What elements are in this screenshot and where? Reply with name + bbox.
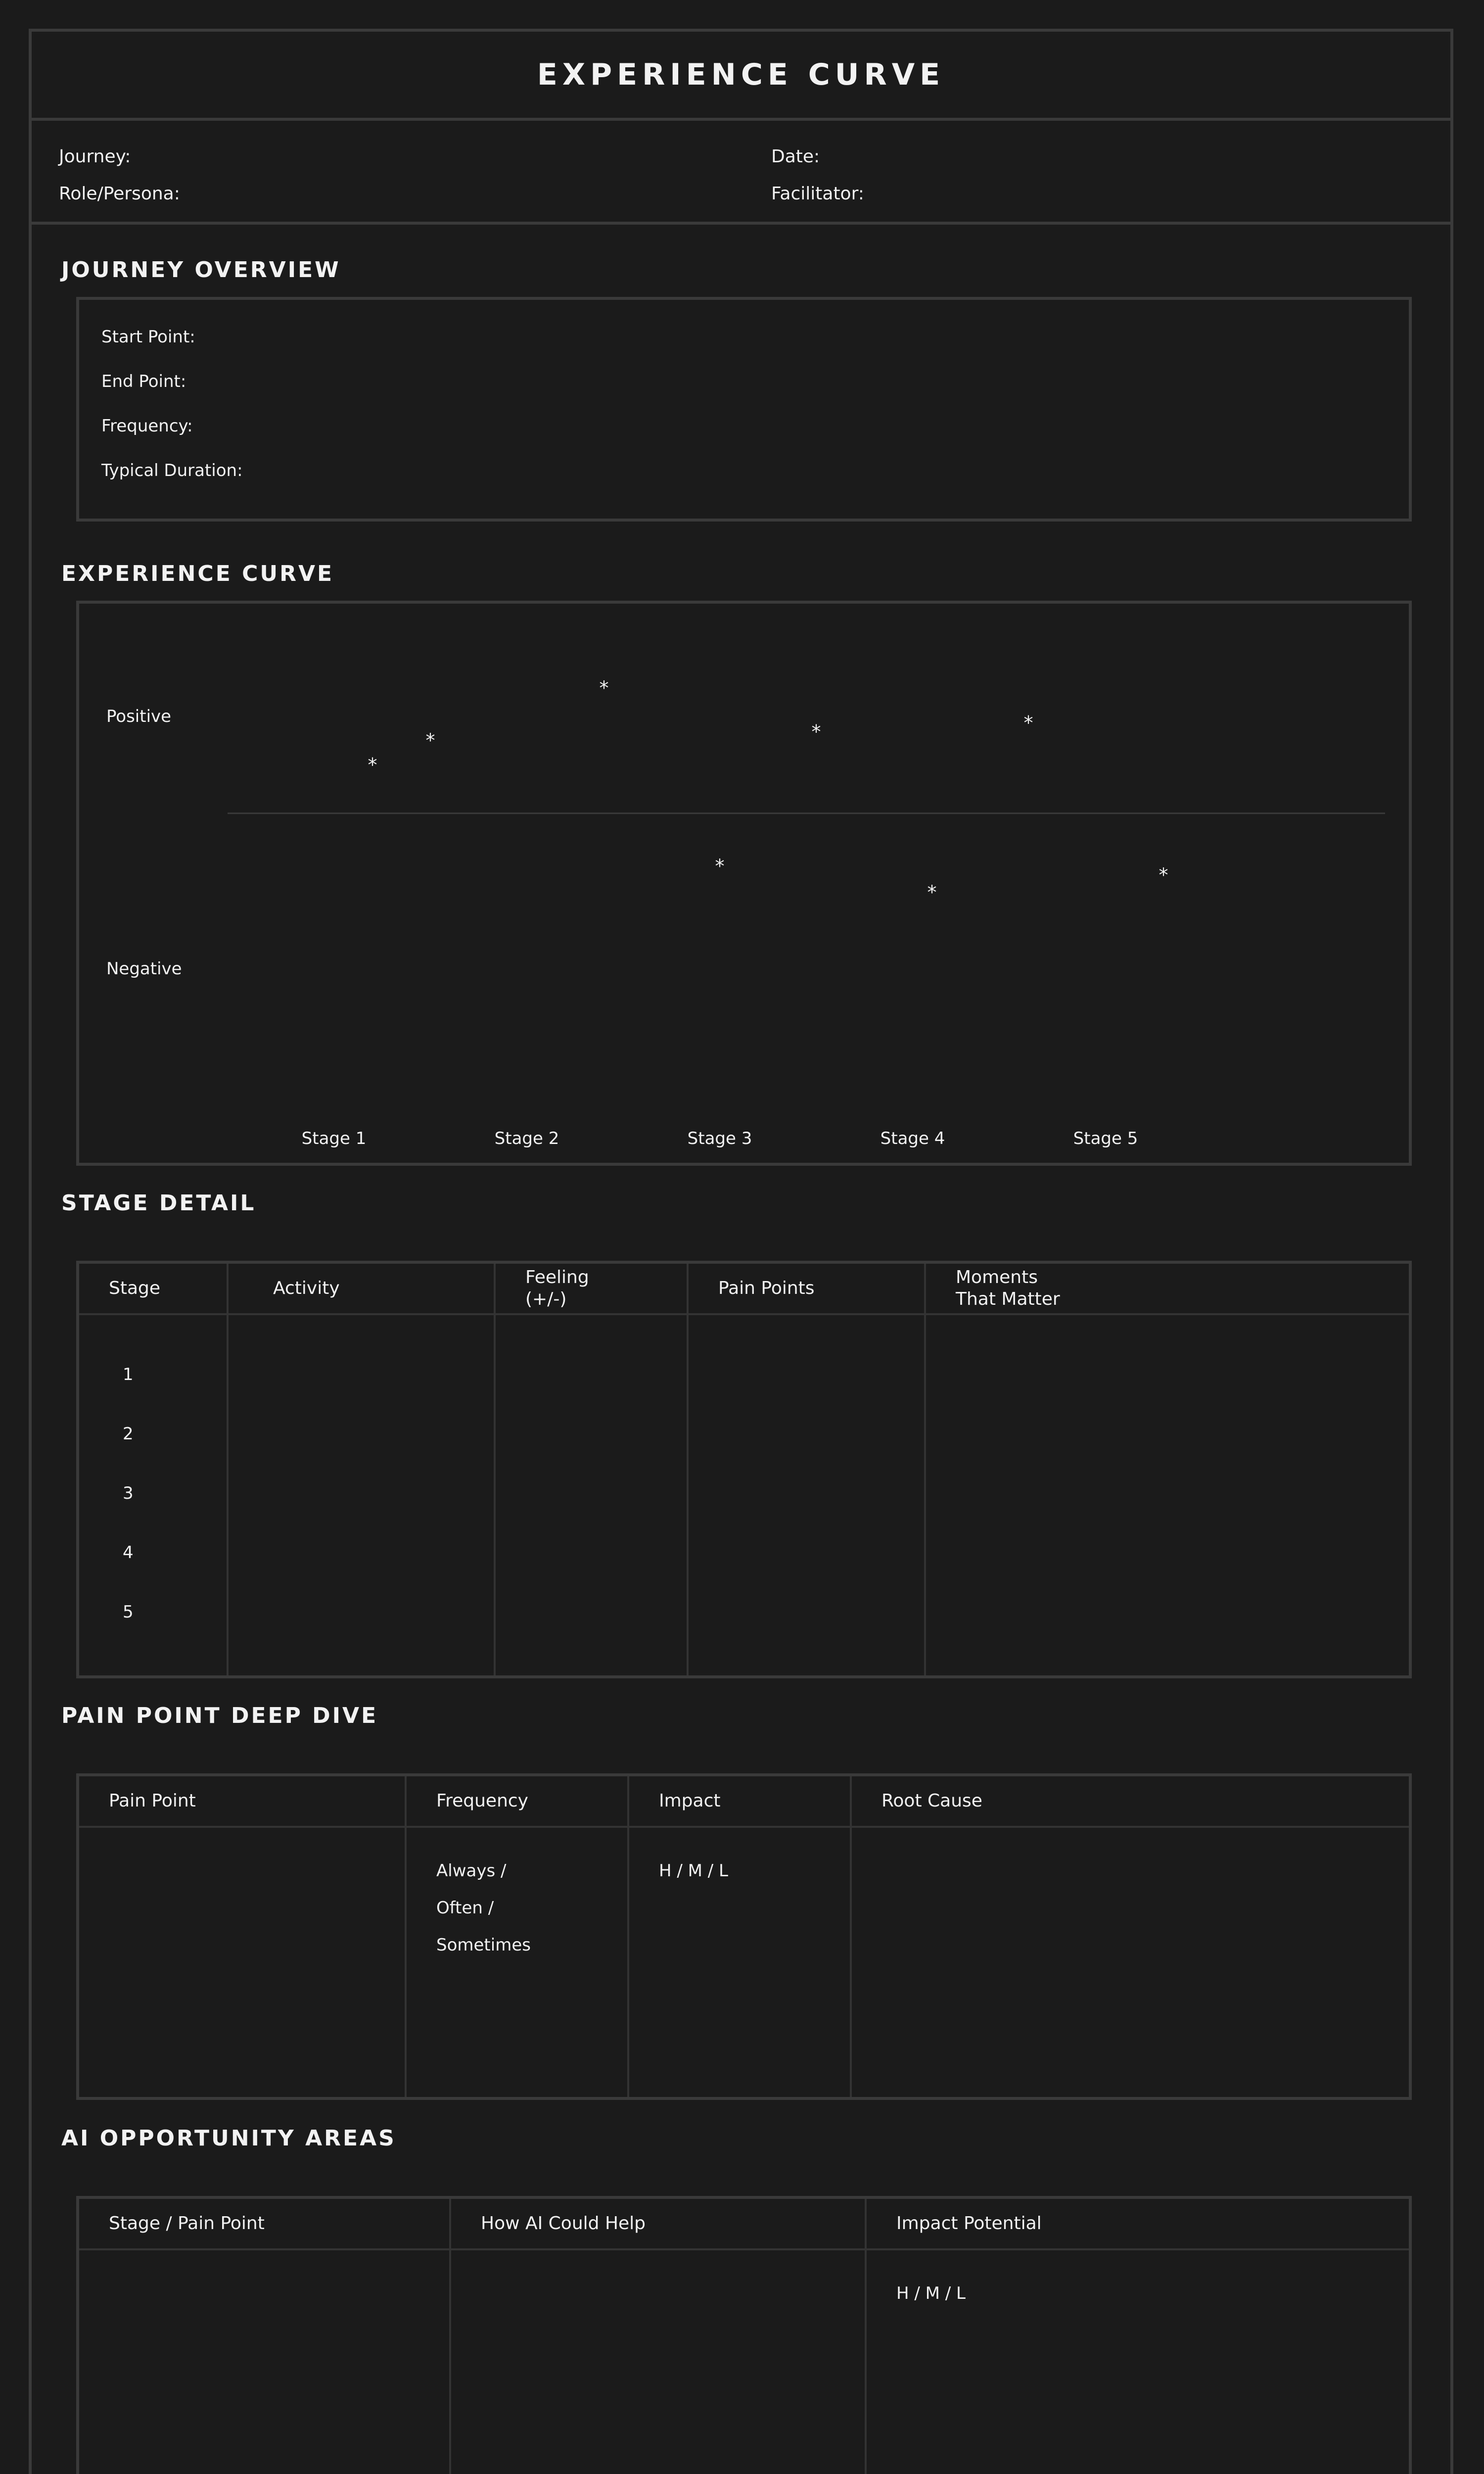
col-stage: Stage [79,1264,228,1314]
frequency-field: Frequency: [101,416,193,436]
activity-cell[interactable] [228,1314,495,1675]
positive-label: Positive [106,707,172,726]
root-cause-cell[interactable] [851,1827,1409,2097]
role-persona-field: Role/Persona: [59,184,180,204]
curve-point-5: * [811,720,821,743]
col-how-ai-could-help: How AI Could Help [450,2199,866,2249]
frequency-option-sometimes: Sometimes [436,1935,531,1955]
col-frequency: Frequency [406,1776,628,1827]
col-pain-point: Pain Point [79,1776,406,1827]
curve-point-1: * [368,754,377,776]
curve-point-7: * [1023,712,1033,734]
pain-points-cell[interactable] [688,1314,925,1675]
ai-opportunity-table [76,2196,1412,2474]
start-point-field: Start Point: [101,327,195,347]
stage-tick-label-1: Stage 1 [301,1129,367,1148]
curve-point-2: * [425,729,435,752]
col-activity: Activity [228,1264,495,1314]
feeling-cell[interactable] [495,1314,688,1675]
title-bar [32,32,1450,121]
end-point-field: End Point: [101,372,186,391]
col-impact-potential: Impact Potential [866,2199,1409,2249]
stage-tick-label-2: Stage 2 [494,1129,559,1148]
date-field: Date: [771,146,820,167]
stage-tick-label-3: Stage 3 [687,1129,752,1148]
worksheet-frame [29,29,1453,2474]
stage-detail-table [76,1261,1412,1678]
stage-row-2: 2 [123,1424,134,1444]
stage-detail-heading: STAGE DETAIL [61,1190,256,1216]
col-root-cause: Root Cause [851,1776,1409,1827]
col-moments-that-matter: Moments That Matter [925,1264,1409,1314]
ai-opportunity-heading: AI OPPORTUNITY AREAS [61,2126,396,2151]
moments-cell[interactable] [925,1314,1409,1675]
pain-point-table [76,1773,1412,2100]
pain-point-deep-dive-heading: PAIN POINT DEEP DIVE [61,1703,378,1728]
impact-cell[interactable] [628,1827,851,2097]
impact-potential-cell[interactable] [866,2249,1409,2474]
stage-tick-label-5: Stage 5 [1073,1129,1138,1148]
stage-row-5: 5 [123,1602,134,1622]
col-stage-pain-point: Stage / Pain Point [79,2199,450,2249]
meta-fields [32,121,1450,225]
stage-pain-point-cell[interactable] [79,2249,450,2474]
pain-point-cell[interactable] [79,1827,406,2097]
stage-tick-label-4: Stage 4 [880,1129,945,1148]
experience-curve-chart [79,604,1409,1163]
col-impact: Impact [628,1776,851,1827]
stage-row-4: 4 [123,1543,134,1563]
page-title: EXPERIENCE CURVE [537,57,945,92]
curve-point-8: * [1159,864,1168,886]
stage-row-1: 1 [123,1365,134,1384]
journey-overview-box [76,297,1412,522]
impact-potential-options: H / M / L [896,2284,966,2303]
how-ai-cell[interactable] [450,2249,866,2474]
col-feeling: Feeling (+/-) [495,1264,688,1314]
frequency-option-often: Often / [436,1898,494,1918]
experience-curve-heading: EXPERIENCE CURVE [61,561,334,586]
curve-point-6: * [927,881,937,904]
journey-field: Journey: [59,146,131,167]
frequency-option-always: Always / [436,1861,507,1881]
negative-label: Negative [106,959,182,979]
impact-options: H / M / L [659,1861,728,1881]
journey-overview-heading: JOURNEY OVERVIEW [61,257,341,283]
typical-duration-field: Typical Duration: [101,461,243,480]
frequency-cell[interactable] [406,1827,628,2097]
stage-row-3: 3 [123,1483,134,1503]
curve-point-4: * [715,855,725,877]
facilitator-field: Facilitator: [771,184,864,204]
curve-point-3: * [599,677,609,699]
experience-curve-box [76,601,1412,1166]
col-pain-points: Pain Points [688,1264,925,1314]
